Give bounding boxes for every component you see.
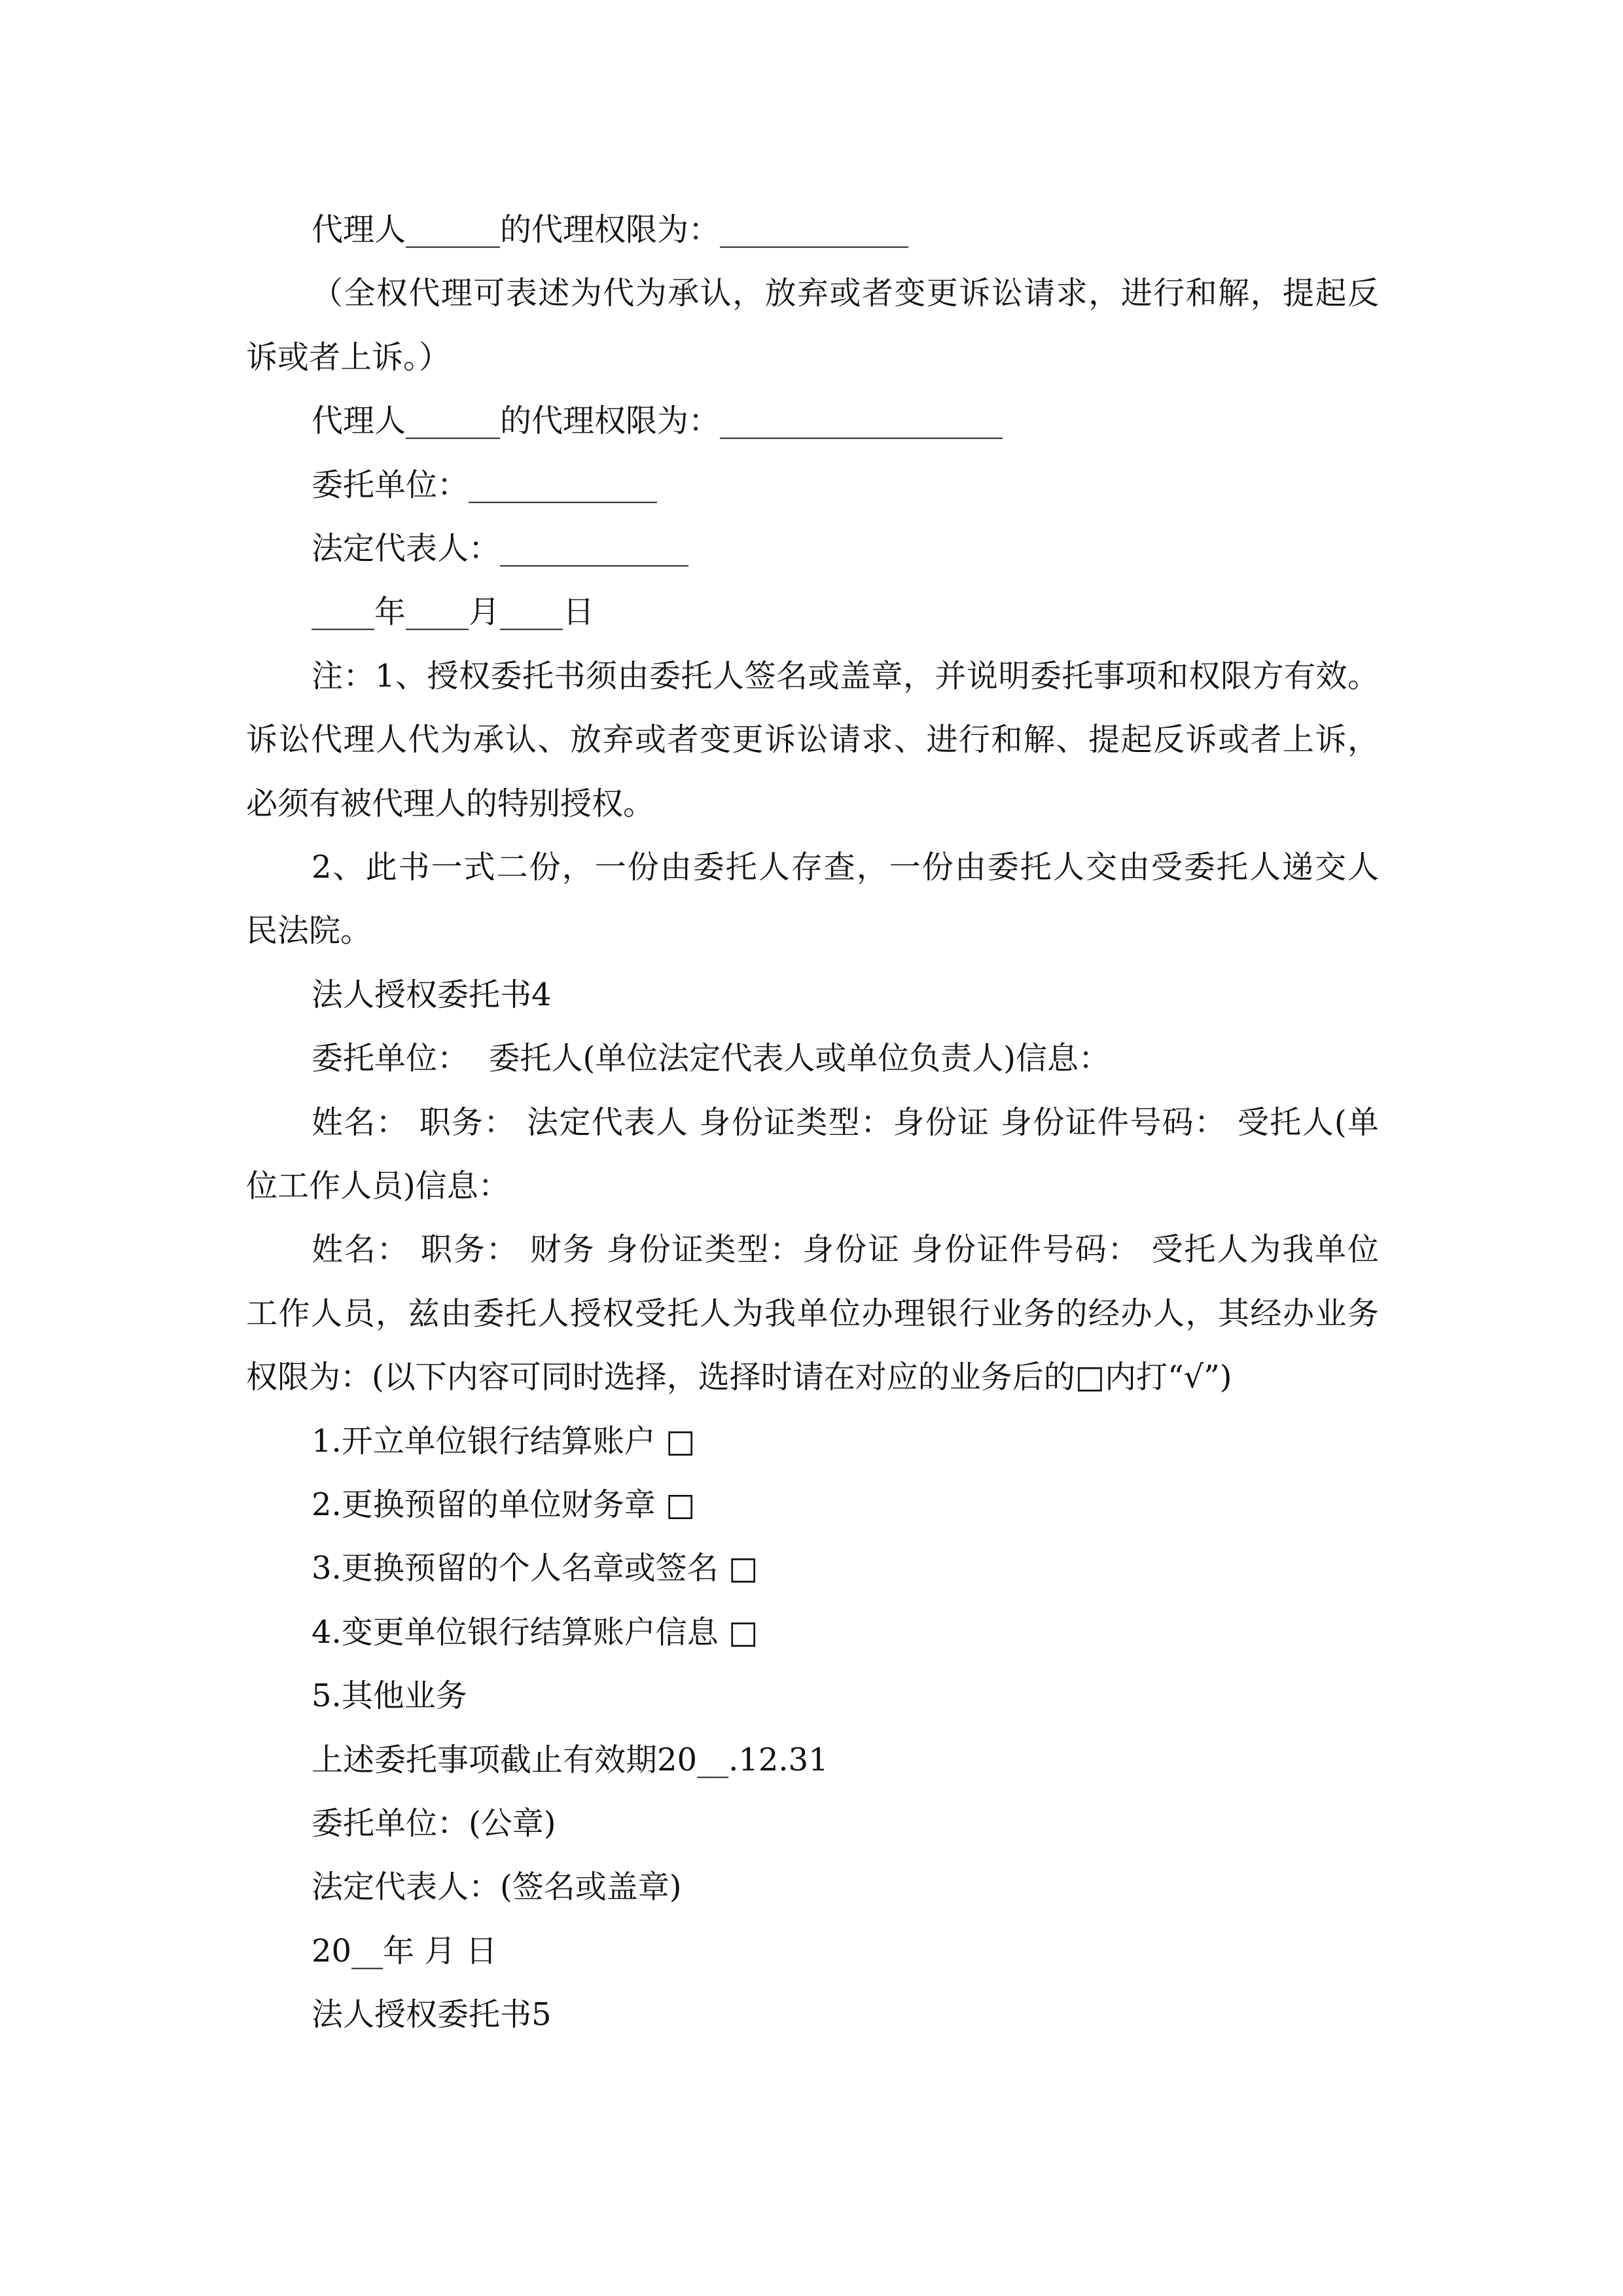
text-line: 3.更换预留的个人名章或签名 □: [312, 1550, 758, 1587]
text-line: 2.更换预留的单位财务章 □: [312, 1486, 696, 1523]
text-line: 姓名： 职务： 财务 身份证类型：身份证 身份证件号码： 受托人为我单位: [312, 1231, 1379, 1268]
text-line: 2、此书一式二份，一份由委托人存查，一份由委托人交由受委托人递交人: [312, 849, 1379, 886]
text-line: 代理人______的代理权限为：__________________: [312, 403, 1003, 440]
text-line: 法定代表人：____________: [312, 530, 689, 567]
text-line: 代理人______的代理权限为：____________: [312, 211, 909, 248]
text-line: 委托单位： 委托人(单位法定代表人或单位负责人)信息：: [312, 1040, 1110, 1077]
text-line: 4.变更单位银行结算账户信息 □: [312, 1613, 758, 1651]
text-line: 法人授权委托书4: [312, 976, 552, 1013]
text-line: 委托单位：(公章): [312, 1805, 556, 1842]
text-line: 工作人员，兹由委托人授权受托人为我单位办理银行业务的经办人，其经办业务: [246, 1295, 1379, 1332]
text-line: 诉或者上诉。）: [246, 338, 451, 376]
text-line: 法定代表人：(签名或盖章): [312, 1869, 682, 1906]
text-line: 位工作人员)信息：: [246, 1168, 510, 1204]
text-line: 姓名： 职务： 法定代表人 身份证类型：身份证 身份证件号码： 受托人(单: [312, 1103, 1379, 1141]
text-line: 法人授权委托书5: [312, 1996, 552, 2034]
text-line: 20__年 月 日: [312, 1932, 497, 1969]
text-line: 民法院。: [246, 912, 372, 950]
text-line: ____年____月____日: [312, 594, 595, 631]
text-line: 5.其他业务: [312, 1677, 467, 1715]
text-line: 委托单位：____________: [312, 466, 658, 503]
text-line: （全权代理可表述为代为承认，放弃或者变更诉讼请求，进行和解，提起反: [312, 275, 1379, 312]
text-line: 上述委托事项截止有效期20__.12.31: [312, 1741, 829, 1778]
text-line: 注：1、授权委托书须由委托人签名或盖章，并说明委托事项和权限方有效。: [312, 657, 1379, 694]
text-line: 1.开立单位银行结算账户 □: [312, 1422, 696, 1460]
text-line: 权限为：(以下内容可同时选择，选择时请在对应的业务后的□内打“√”): [246, 1359, 1232, 1396]
text-line: 诉讼代理人代为承认、放弃或者变更诉讼请求、进行和解、提起反诉或者上诉，: [246, 721, 1379, 759]
text-line: 必须有被代理人的特别授权。: [246, 785, 655, 822]
